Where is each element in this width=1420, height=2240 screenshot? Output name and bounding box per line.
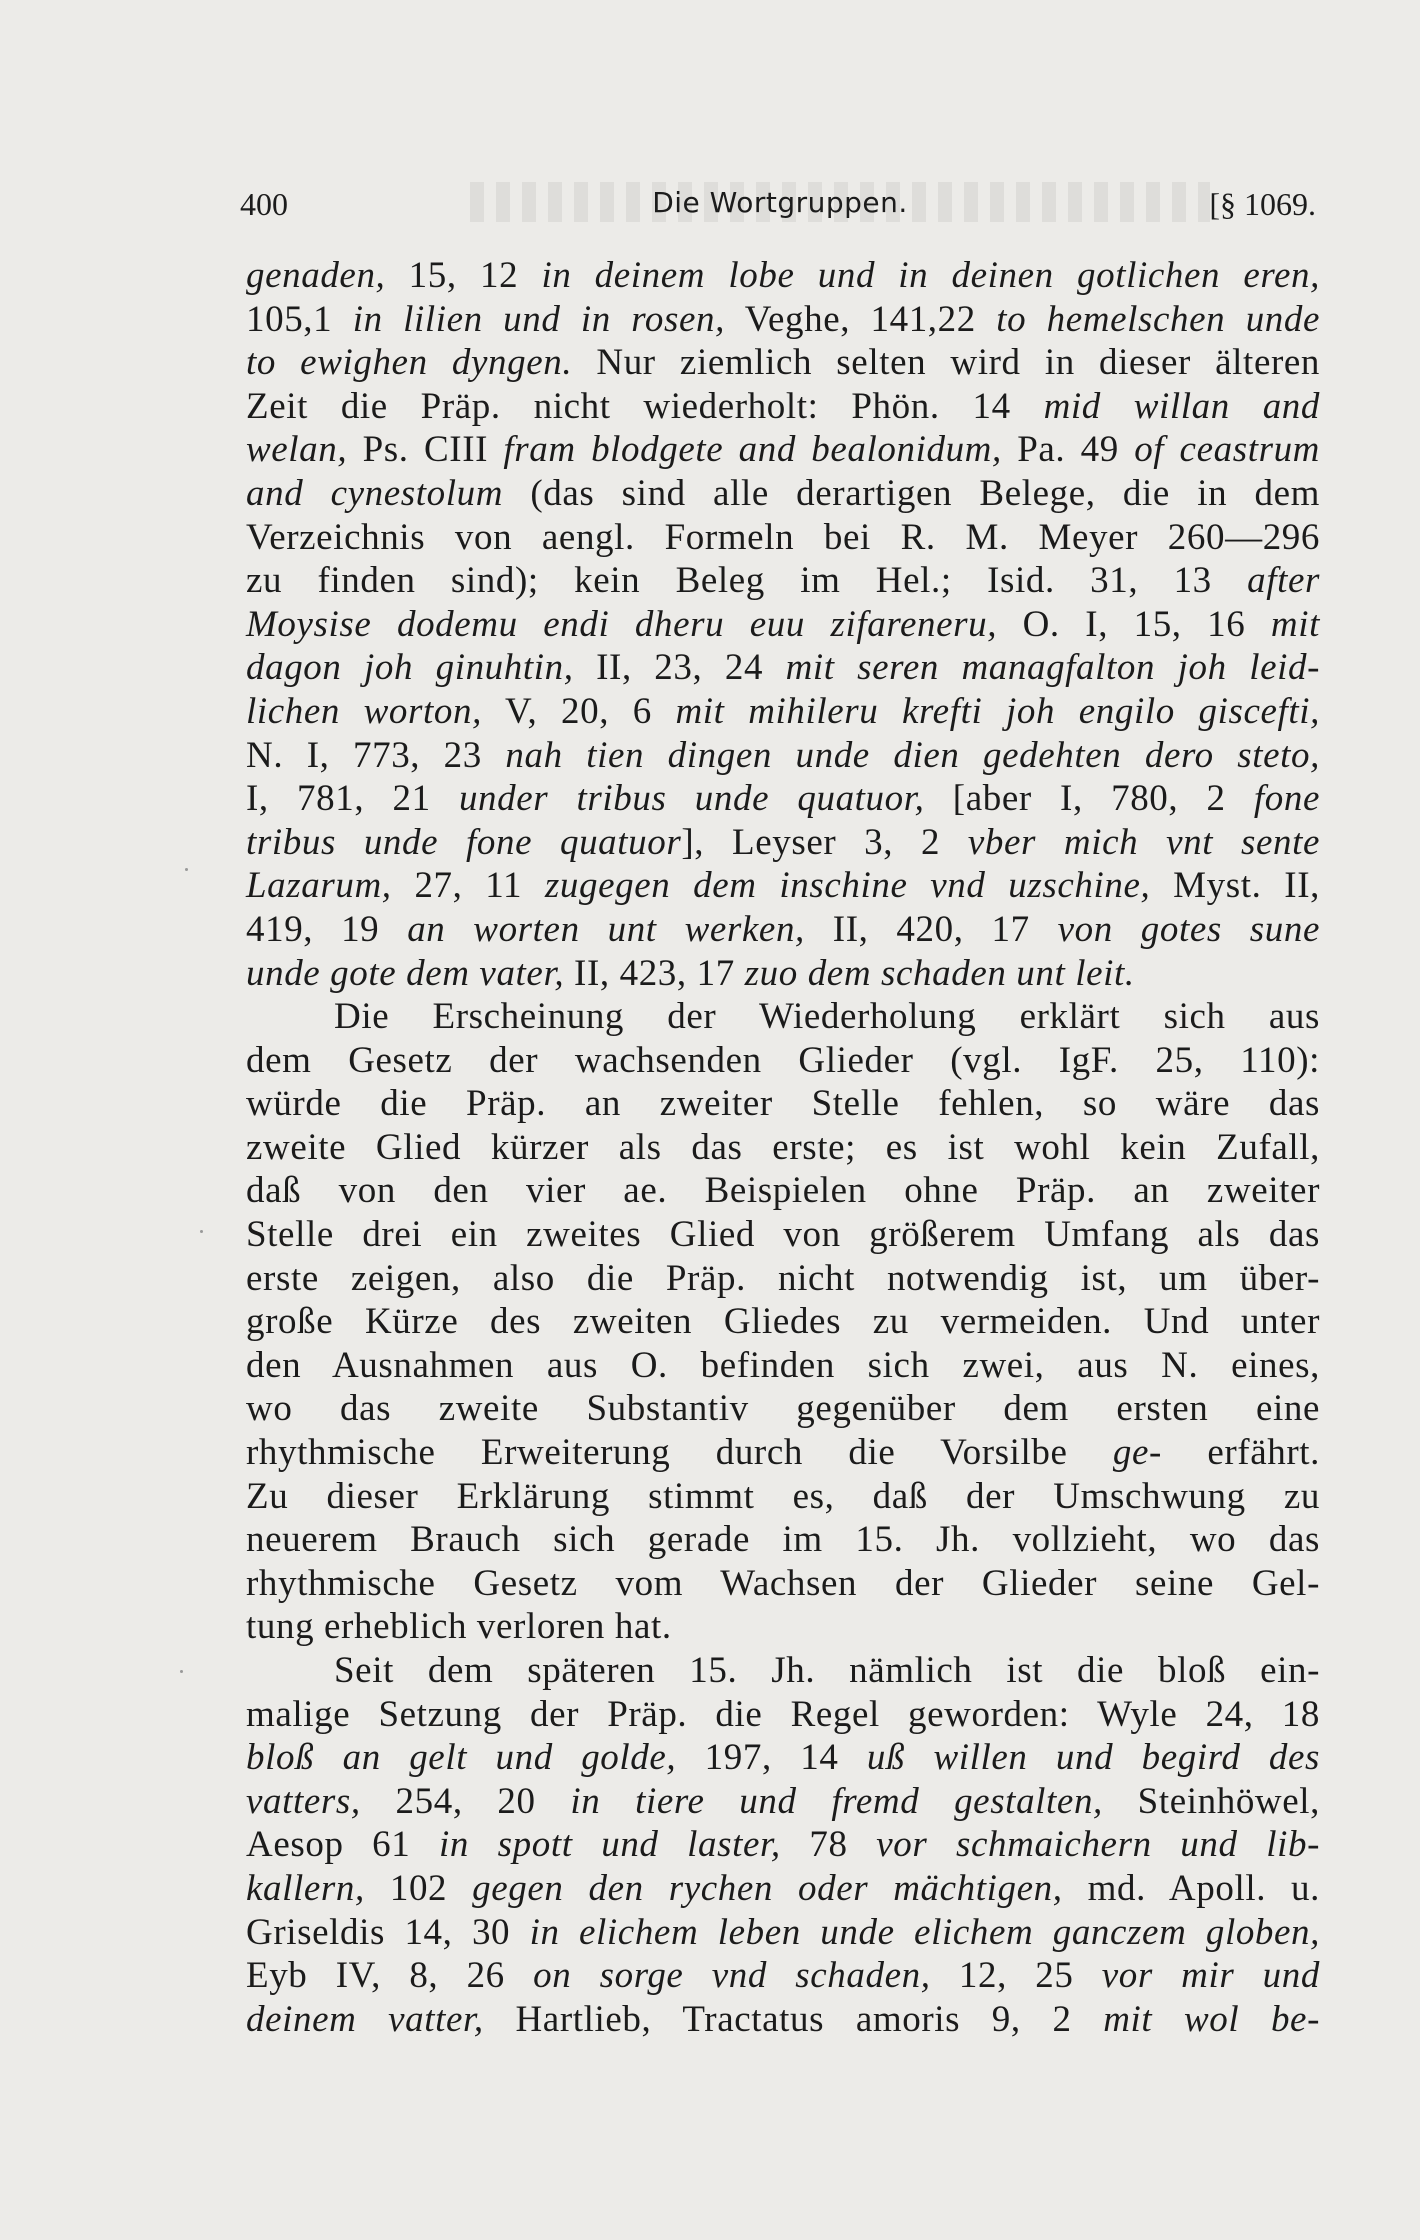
text-run: neuerem Brauch sich gerade im 15. Jh. vollzieht, wo das xyxy=(246,1519,1320,1561)
text-line xyxy=(246,1126,1320,1170)
text-line xyxy=(246,298,1320,342)
text-line xyxy=(246,1039,1320,1083)
italic-citation: zuo dem schaden unt leit. xyxy=(744,952,1135,994)
running-head xyxy=(240,176,1320,232)
text-line xyxy=(246,472,1320,516)
text-run: II, 420, 17 xyxy=(804,908,1058,950)
italic-citation: dagon joh ginuhtin, xyxy=(246,647,574,689)
speck xyxy=(180,1670,183,1673)
text-line xyxy=(246,1169,1320,1213)
text-run: wo das zweite Substantiv gegenüber dem ersten eine xyxy=(246,1388,1320,1430)
text-line xyxy=(246,1387,1320,1431)
speck xyxy=(185,868,188,871)
text-line xyxy=(246,1257,1320,1301)
text-line xyxy=(246,1562,1320,1606)
italic-citation: in lilien und in rosen, xyxy=(352,298,725,340)
italic-citation: in spott und laster, xyxy=(439,1824,781,1866)
text-run: 12, 25 xyxy=(930,1955,1102,1997)
text-run: Die Erscheinung der Wiederholung erklärt sich aus xyxy=(334,996,1320,1038)
text-run: Hartlieb, Tractatus amoris 9, 2 xyxy=(483,1998,1104,2040)
text-run: Nur ziemlich selten wird in dieser älteren xyxy=(572,342,1321,384)
text-run: dem Gesetz der wachsenden Glieder (vgl. IgF. 25, 110): xyxy=(246,1039,1320,1081)
italic-citation: Moysise dodemu endi dheru euu zifareneru, xyxy=(246,603,998,645)
text-line xyxy=(246,1736,1320,1780)
text-line xyxy=(246,1475,1320,1519)
italic-citation: fone xyxy=(1253,778,1321,820)
italic-citation: to hemelschen unde xyxy=(996,298,1321,340)
text-run: N. I, 773, 23 xyxy=(246,734,506,776)
italic-citation: an worten unt werken, xyxy=(407,908,805,950)
italic-citation: mit xyxy=(1270,603,1320,645)
italic-citation: lichen worton, xyxy=(246,690,482,732)
italic-citation: kallern, xyxy=(246,1867,365,1909)
text-line xyxy=(246,864,1320,908)
speck xyxy=(200,1230,203,1233)
text-line xyxy=(246,1780,1320,1824)
italic-citation: welan, xyxy=(246,429,348,471)
text-run: md. Apoll. u. xyxy=(1062,1867,1321,1909)
text-line xyxy=(246,385,1320,429)
body-text xyxy=(246,254,1320,2041)
text-run: ], Leyser 3, 2 xyxy=(681,821,968,863)
text-run: [aber I, 780, 2 xyxy=(924,778,1254,820)
text-run: Seit dem späteren 15. Jh. nämlich ist die bloß ein- xyxy=(334,1650,1320,1691)
text-run: Verzeichnis von aengl. Formeln bei R. M. Meyer 260—296 xyxy=(246,516,1320,558)
text-line xyxy=(246,1605,1320,1649)
text-run: V, 20, 6 xyxy=(481,690,676,732)
text-run: O. I, 15, 16 xyxy=(997,603,1271,645)
text-run: 419, 19 xyxy=(246,908,408,950)
text-run: Zeit die Präp. nicht wiederholt: Phön. 14 xyxy=(246,385,1044,427)
italic-citation: mit seren managfalton joh leid- xyxy=(785,647,1321,689)
text-line xyxy=(246,1649,1320,1693)
italic-citation: vber mich vnt sente xyxy=(967,821,1320,863)
text-run: 78 xyxy=(780,1824,877,1866)
italic-citation: nah tien dingen unde dien gedehten dero steto, xyxy=(505,734,1320,776)
text-run: 197, 14 xyxy=(676,1737,867,1779)
text-line xyxy=(246,1518,1320,1562)
italic-citation: vor mir und xyxy=(1101,1955,1320,1997)
text-line xyxy=(246,1867,1320,1911)
italic-citation: of ceastrum xyxy=(1134,429,1320,471)
text-line xyxy=(246,734,1320,778)
text-run: würde die Präp. an zweiter Stelle fehlen, so wäre das xyxy=(246,1083,1320,1125)
text-line xyxy=(246,603,1320,647)
text-line xyxy=(246,995,1320,1039)
text-run: 27, 11 xyxy=(391,865,545,907)
text-line xyxy=(246,559,1320,603)
text-run: Myst. II, xyxy=(1150,865,1320,907)
italic-citation: in tiere und fremd gestalten, xyxy=(570,1780,1103,1822)
italic-citation: on sorge vnd schaden, xyxy=(533,1955,931,1997)
italic-citation: gegen den rychen oder mächtigen, xyxy=(472,1867,1063,1909)
text-line xyxy=(246,1344,1320,1388)
italic-citation: ge- xyxy=(1112,1432,1162,1474)
text-run: Steinhöwel, xyxy=(1102,1780,1320,1822)
text-line xyxy=(246,1082,1320,1126)
text-run: rhythmische Gesetz vom Wachsen der Glieder seine Gel- xyxy=(246,1562,1320,1604)
italic-citation: in elichem leben unde elichem ganczem globen, xyxy=(529,1911,1320,1953)
text-run: (das sind alle derartigen Belege, die in dem xyxy=(503,472,1320,514)
text-run: Eyb IV, 8, 26 xyxy=(246,1955,534,1997)
text-run: erfährt. xyxy=(1161,1432,1320,1474)
text-line xyxy=(246,952,1320,996)
text-run: Veghe, 141,22 xyxy=(725,298,997,340)
text-line xyxy=(246,428,1320,472)
text-line xyxy=(246,777,1320,821)
text-run: Griseldis 14, 30 xyxy=(246,1911,530,1953)
text-run: erste zeigen, also die Präp. nicht notwendig ist, um über- xyxy=(246,1257,1320,1299)
text-run: 102 xyxy=(364,1867,473,1909)
italic-citation: in deinem lobe und in deinen gotlichen eren, xyxy=(541,255,1320,296)
text-line xyxy=(246,821,1320,865)
text-run: Aesop 61 xyxy=(246,1824,440,1866)
text-run: große Kürze des zweiten Gliedes zu vermeiden. Und unter xyxy=(246,1301,1320,1343)
text-line xyxy=(246,516,1320,560)
text-run: I, 781, 21 xyxy=(246,778,459,820)
italic-citation: under tribus unde quatuor, xyxy=(458,778,925,820)
italic-citation: Lazarum, xyxy=(246,865,392,907)
italic-citation: von gotes sune xyxy=(1057,908,1320,950)
page-number: 400 xyxy=(240,186,288,222)
text-run: den Ausnahmen aus O. befinden sich zwei, aus N. eines, xyxy=(246,1344,1320,1386)
text-run: zweite Glied kürzer als das erste; es ist wohl kein Zufall, xyxy=(246,1126,1320,1168)
italic-citation: to ewighen dyngen. xyxy=(246,342,573,384)
italic-citation: mit mihileru krefti joh engilo giscefti, xyxy=(675,690,1320,732)
text-run: Pa. 49 xyxy=(1001,429,1135,471)
text-line xyxy=(246,1300,1320,1344)
italic-citation: and cynestolum xyxy=(246,472,504,514)
text-run: Zu dieser Erklärung stimmt es, daß der Umschwung zu xyxy=(246,1475,1320,1517)
text-line xyxy=(246,908,1320,952)
text-run: zu finden sind); kein Beleg im Hel.; Isid. 31, 13 xyxy=(246,560,1248,602)
italic-citation: after xyxy=(1247,560,1320,602)
text-run: 254, 20 xyxy=(360,1780,571,1822)
text-line xyxy=(246,1823,1320,1867)
italic-citation: fram blodgete and bealonidum, xyxy=(503,429,1002,471)
italic-citation: zugegen dem inschine vnd uzschine, xyxy=(544,865,1151,907)
chapter-title: Die Wortgruppen. xyxy=(652,186,908,219)
italic-citation: tribus unde fone quatuor xyxy=(246,821,682,863)
text-run: tung erheblich verloren hat. xyxy=(246,1606,672,1648)
italic-citation: mit wol be- xyxy=(1103,1998,1320,2040)
text-run: II, 23, 24 xyxy=(573,647,786,689)
italic-citation: vor schmaichern und lib- xyxy=(876,1824,1321,1866)
text-run: rhythmische Erweiterung durch die Vorsilbe xyxy=(246,1432,1113,1474)
italic-citation: bloß an gelt und golde, xyxy=(246,1737,677,1779)
text-run: daß von den vier ae. Beispielen ohne Präp. an zweiter xyxy=(246,1170,1320,1212)
text-run: malige Setzung der Präp. die Regel geworden: Wyle 24, 18 xyxy=(246,1693,1320,1735)
text-line xyxy=(246,254,1320,298)
italic-citation: uß willen und begird des xyxy=(866,1737,1320,1779)
italic-citation: unde gote dem vater, xyxy=(246,952,565,994)
text-line xyxy=(246,1998,1320,2042)
text-line xyxy=(246,1431,1320,1475)
italic-citation: deinem vatter, xyxy=(246,1998,484,2040)
text-run: 105,1 xyxy=(246,298,353,340)
text-line xyxy=(246,1954,1320,1998)
text-line xyxy=(246,690,1320,734)
text-run: Ps. CIII xyxy=(347,429,504,471)
text-line xyxy=(246,646,1320,690)
text-run: II, 423, 17 xyxy=(564,952,745,994)
text-run: Stelle drei ein zweites Glied von größerem Umfang als das xyxy=(246,1214,1320,1256)
text-run: 15, 12 xyxy=(385,255,542,296)
section-marker: [§ 1069. xyxy=(1209,186,1316,222)
text-line xyxy=(246,341,1320,385)
italic-citation: genaden, xyxy=(246,255,386,296)
text-line xyxy=(246,1911,1320,1955)
text-line xyxy=(246,1693,1320,1737)
text-line xyxy=(246,1213,1320,1257)
italic-citation: mid willan and xyxy=(1043,385,1321,427)
italic-citation: vatters, xyxy=(246,1780,361,1822)
